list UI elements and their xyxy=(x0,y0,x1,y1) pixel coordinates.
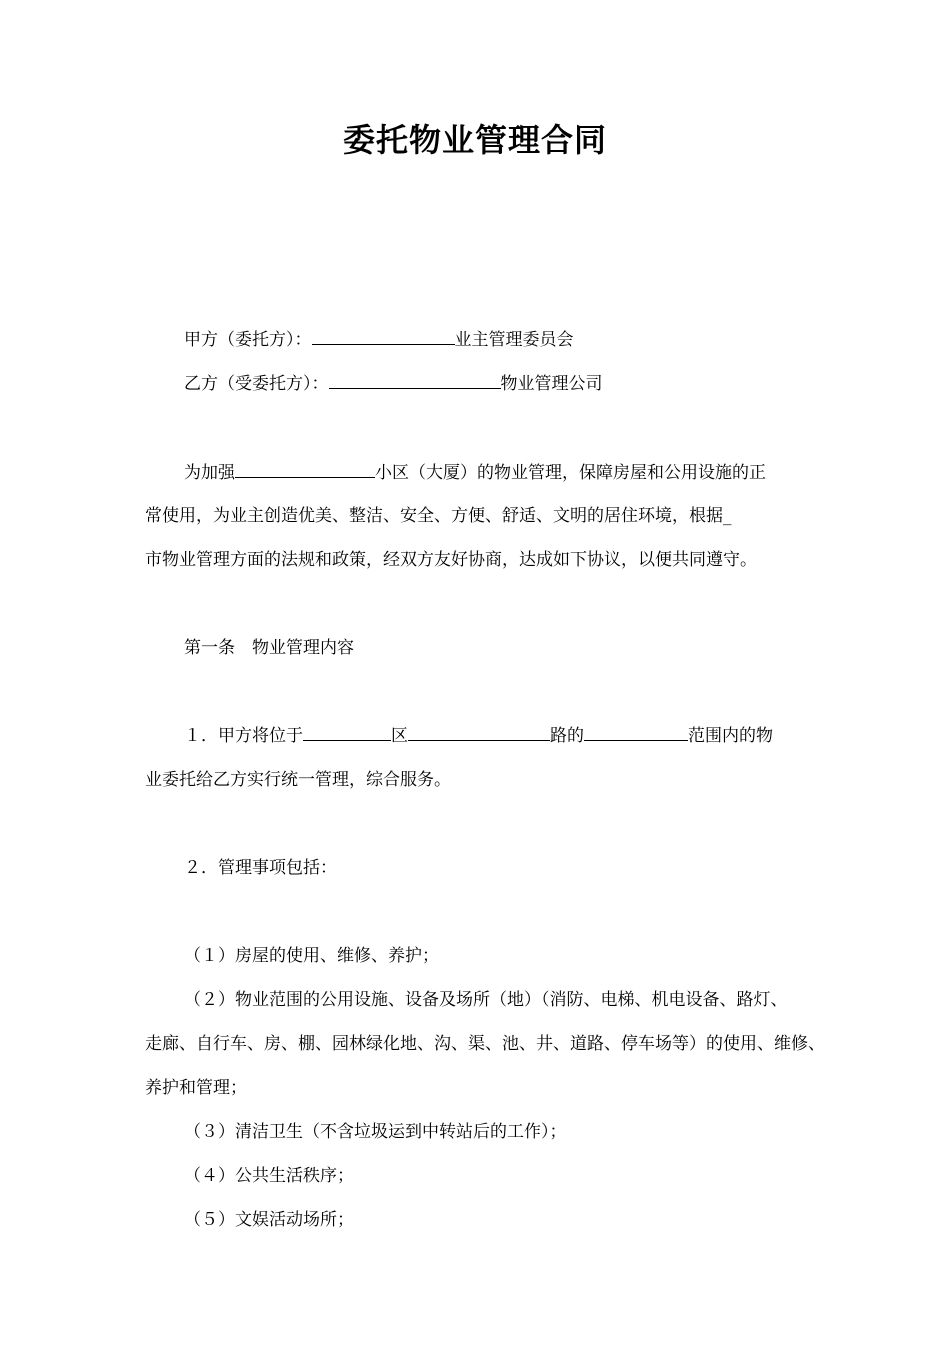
preamble-line-1 xyxy=(184,461,766,485)
item-1-line-2: 业委托给乙方实行统一管理，综合服务。 xyxy=(145,770,451,790)
article-1-heading: 第一条 物业管理内容 xyxy=(184,638,354,658)
preamble-line-2: 常使用，为业主创造优美、整洁、安全、方便、舒适、文明的居住环境，根据_ xyxy=(145,506,732,526)
party-b-label: 乙方（受委托方）： xyxy=(184,374,329,394)
sub-item-1: （１）房屋的使用、维修、养护； xyxy=(184,946,439,966)
item-2: ２．管理事项包括： xyxy=(184,858,337,878)
party-a-line xyxy=(184,328,574,352)
document-title: 委托物业管理合同 xyxy=(342,121,607,159)
district-blank[interactable] xyxy=(303,724,391,741)
preamble-line1-end: 小区（大厦）的物业管理，保障房屋和公用设施的正 xyxy=(375,463,766,483)
party-b-line xyxy=(184,372,603,396)
party-b-suffix: 物业管理公司 xyxy=(500,374,603,394)
scope-blank[interactable] xyxy=(584,724,688,741)
sub-item-2-line-3: 养护和管理； xyxy=(145,1078,247,1098)
item-1-district: 区 xyxy=(391,726,408,746)
item-1-line-1 xyxy=(184,724,773,748)
party-a-label: 甲方（委托方）： xyxy=(184,330,312,350)
community-name-blank[interactable] xyxy=(235,461,375,478)
party-a-blank[interactable] xyxy=(312,328,455,345)
road-blank[interactable] xyxy=(408,724,550,741)
preamble-start: 为加强 xyxy=(184,463,235,483)
party-a-suffix: 业主管理委员会 xyxy=(454,330,574,350)
sub-item-2-line-2: 走廊、自行车、房、棚、园林绿化地、沟、渠、池、井、道路、停车场等）的使用、维修、 xyxy=(145,1034,825,1054)
item-1-road: 路的 xyxy=(550,726,584,746)
preamble-line-3: 市物业管理方面的法规和政策，经双方友好协商，达成如下协议，以便共同遵守。 xyxy=(145,550,757,570)
sub-item-5: （５）文娱活动场所； xyxy=(184,1210,354,1230)
sub-item-4: （４）公共生活秩序； xyxy=(184,1166,354,1186)
sub-item-2-line-1: （２）物业范围的公用设施、设备及场所（地）（消防、电梯、机电设备、路灯、 xyxy=(184,990,788,1010)
item-1-end: 范围内的物 xyxy=(688,726,773,746)
sub-item-3: （３）清洁卫生（不含垃圾运到中转站后的工作）； xyxy=(184,1122,567,1142)
party-b-blank[interactable] xyxy=(329,372,501,389)
item-1-prefix: １．甲方将位于 xyxy=(184,726,303,746)
